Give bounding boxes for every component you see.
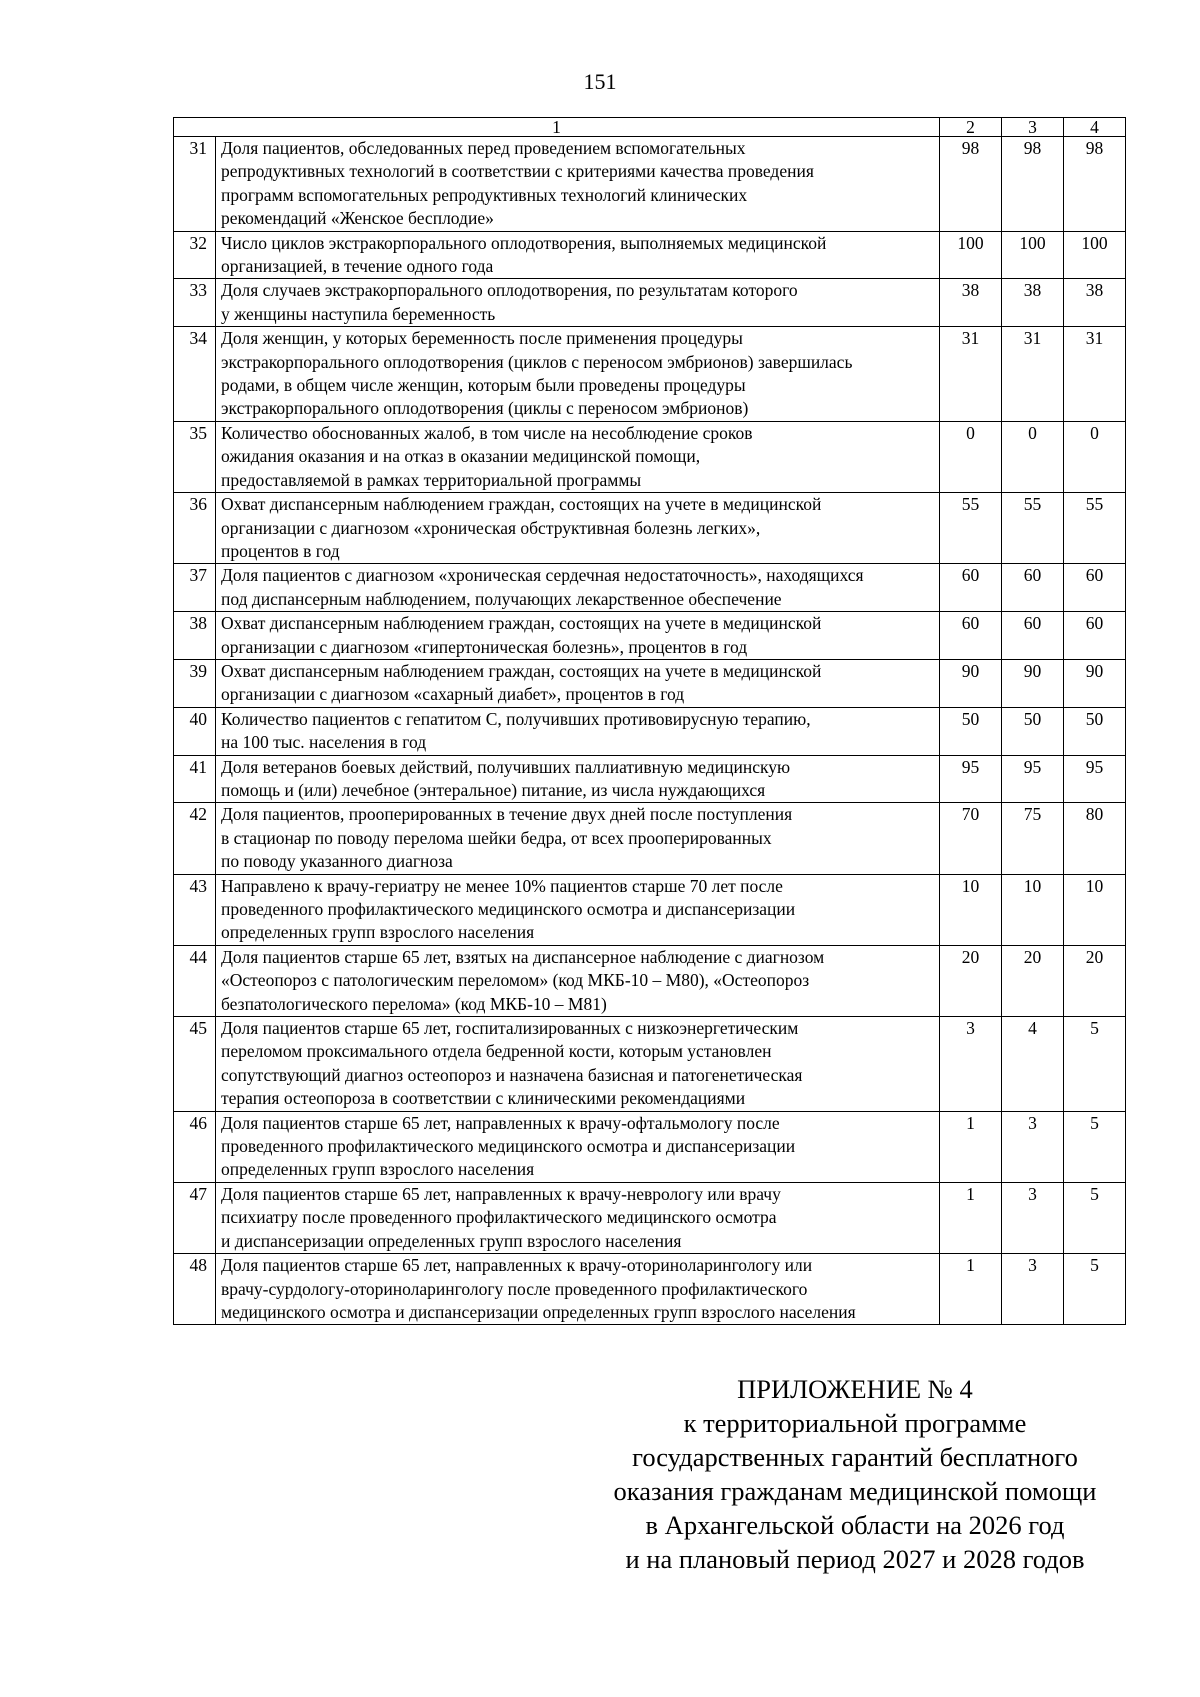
- indicator-text-line: организацией, в течение одного года: [221, 256, 494, 277]
- value-2028: 60: [1064, 612, 1126, 660]
- indicator-text: [216, 327, 940, 422]
- indicator-text-line: экстракорпорального оплодотворения (циклов с переносом эмбрионов) завершилась: [221, 351, 853, 372]
- indicator-text-line: определенных групп взрослого населения: [221, 922, 535, 943]
- indicator-text-line: и диспансеризации определенных групп взрослого населения: [221, 1230, 682, 1251]
- value-2026: 90: [940, 659, 1002, 707]
- value-2028: 80: [1064, 803, 1126, 874]
- value-2026: 100: [940, 231, 1002, 279]
- table-row: [174, 137, 1126, 232]
- table-row: [174, 279, 1126, 327]
- value-2028: 90: [1064, 659, 1126, 707]
- indicator-text: [216, 755, 940, 803]
- value-2028: 10: [1064, 874, 1126, 945]
- table-header-row: [174, 118, 1126, 137]
- indicator-text: [216, 612, 940, 660]
- row-number: 47: [174, 1182, 216, 1253]
- indicator-text-line: безпатологического перелома» (код МКБ-10 – M81): [221, 993, 607, 1014]
- value-2026: 3: [940, 1017, 1002, 1112]
- row-number: 48: [174, 1254, 216, 1325]
- value-2027: 90: [1002, 659, 1064, 707]
- indicator-text-line: переломом проксимального отдела бедренной кости, которым установлен: [221, 1041, 772, 1062]
- value-2027: 98: [1002, 137, 1064, 232]
- appendix-line: в Архангельской области на 2026 год: [645, 1510, 1065, 1540]
- value-2026: 98: [940, 137, 1002, 232]
- indicator-text: [216, 707, 940, 755]
- indicator-text: [216, 421, 940, 492]
- indicator-text-line: определенных групп взрослого населения: [221, 1159, 535, 1180]
- indicator-text-line: Доля пациентов старше 65 лет, направленных к врачу-офтальмологу после: [221, 1112, 780, 1133]
- indicator-text-line: организации с диагнозом «гипертоническая болезнь», процентов в год: [221, 636, 748, 657]
- table-row: [174, 493, 1126, 564]
- indicator-text-line: терапия остеопороза в соответствии с клиническими рекомендациями: [221, 1088, 746, 1109]
- indicator-text-line: Доля случаев экстракорпорального оплодотворения, по результатам которого: [221, 280, 798, 301]
- indicator-text: [216, 231, 940, 279]
- appendix-line: к территориальной программе: [683, 1408, 1027, 1438]
- table-row: [174, 945, 1126, 1016]
- value-2026: 50: [940, 707, 1002, 755]
- appendix-line: государственных гарантий бесплатного: [632, 1442, 1078, 1472]
- value-2028: 0: [1064, 421, 1126, 492]
- indicator-text: [216, 1017, 940, 1112]
- row-number: 32: [174, 231, 216, 279]
- indicator-text-line: ожидания оказания и на отказ в оказании медицинской помощи,: [221, 446, 701, 467]
- value-2027: 3: [1002, 1254, 1064, 1325]
- value-2028: 5: [1064, 1182, 1126, 1253]
- row-number: 46: [174, 1111, 216, 1182]
- indicator-text-line: сопутствующий диагноз остеопороз и назначена базисная и патогенетическая: [221, 1064, 803, 1085]
- value-2028: 5: [1064, 1111, 1126, 1182]
- column-header-4: 4: [1064, 118, 1126, 137]
- indicators-table: [173, 117, 1126, 1325]
- row-number: 39: [174, 659, 216, 707]
- appendix-caption: [555, 1372, 1155, 1576]
- value-2028: 60: [1064, 564, 1126, 612]
- appendix-title: ПРИЛОЖЕНИЕ № 4: [737, 1374, 973, 1404]
- indicator-text: [216, 874, 940, 945]
- value-2028: 100: [1064, 231, 1126, 279]
- indicator-text: [216, 137, 940, 232]
- value-2026: 0: [940, 421, 1002, 492]
- value-2026: 1: [940, 1254, 1002, 1325]
- value-2026: 60: [940, 612, 1002, 660]
- indicator-text-line: Охват диспансерным наблюдением граждан, состоящих на учете в медицинской: [221, 613, 822, 634]
- indicator-text-line: Доля пациентов с диагнозом «хроническая сердечная недостаточность», находящихся: [221, 565, 864, 586]
- indicator-text-line: Охват диспансерным наблюдением граждан, состоящих на учете в медицинской: [221, 660, 822, 681]
- table-row: [174, 1111, 1126, 1182]
- indicator-text-line: в стационар по поводу перелома шейки бедра, от всех прооперированных: [221, 827, 772, 848]
- indicator-text-line: Доля пациентов, обследованных перед проведением вспомогательных: [221, 138, 746, 158]
- indicator-text-line: Количество пациентов с гепатитом С, получивших противовирусную терапию,: [221, 708, 811, 729]
- indicator-text-line: под диспансерным наблюдением, получающих лекарственное обеспечение: [221, 588, 782, 609]
- indicator-text-line: Доля женщин, у которых беременность после применения процедуры: [221, 328, 743, 349]
- value-2027: 55: [1002, 493, 1064, 564]
- value-2026: 95: [940, 755, 1002, 803]
- value-2027: 10: [1002, 874, 1064, 945]
- value-2028: 95: [1064, 755, 1126, 803]
- value-2026: 20: [940, 945, 1002, 1016]
- indicator-text: [216, 1182, 940, 1253]
- row-number: 42: [174, 803, 216, 874]
- value-2027: 95: [1002, 755, 1064, 803]
- indicator-text-line: Охват диспансерным наблюдением граждан, состоящих на учете в медицинской: [221, 494, 822, 515]
- indicator-text-line: Направлено к врачу-гериатру не менее 10% пациентов старше 70 лет после: [221, 875, 783, 896]
- indicator-text-line: Доля ветеранов боевых действий, получивших паллиативную медицинскую: [221, 756, 791, 777]
- table-row: [174, 421, 1126, 492]
- table-row: [174, 1017, 1126, 1112]
- indicator-text-line: предоставляемой в рамках территориальной программы: [221, 469, 642, 490]
- indicator-text-line: проведенного профилактического медицинского осмотра и диспансеризации: [221, 899, 796, 919]
- indicator-text: [216, 1254, 940, 1325]
- indicator-text: [216, 659, 940, 707]
- indicator-text-line: процентов в год: [221, 540, 340, 561]
- value-2027: 4: [1002, 1017, 1064, 1112]
- row-number: 41: [174, 755, 216, 803]
- value-2026: 60: [940, 564, 1002, 612]
- value-2026: 1: [940, 1182, 1002, 1253]
- value-2027: 60: [1002, 612, 1064, 660]
- table-row: [174, 231, 1126, 279]
- row-number: 33: [174, 279, 216, 327]
- column-header-3: 3: [1002, 118, 1064, 137]
- table-row: [174, 755, 1126, 803]
- value-2028: 20: [1064, 945, 1126, 1016]
- table-row: [174, 1182, 1126, 1253]
- indicator-text: [216, 493, 940, 564]
- indicator-text-line: организации с диагнозом «сахарный диабет», процентов в год: [221, 684, 685, 705]
- row-number: 31: [174, 137, 216, 232]
- indicator-text-line: проведенного профилактического медицинского осмотра и диспансеризации: [221, 1136, 796, 1157]
- indicator-text-line: помощь и (или) лечебное (энтеральное) питание, из числа нуждающихся: [221, 779, 766, 800]
- row-number: 45: [174, 1017, 216, 1112]
- value-2028: 5: [1064, 1254, 1126, 1325]
- indicator-text-line: Доля пациентов старше 65 лет, взятых на диспансерное наблюдение с диагнозом: [221, 946, 825, 967]
- value-2028: 55: [1064, 493, 1126, 564]
- value-2026: 10: [940, 874, 1002, 945]
- indicator-text-line: медицинского осмотра и диспансеризации определенных групп взрослого населения: [221, 1301, 856, 1322]
- indicator-text-line: экстракорпорального оплодотворения (циклы с переносом эмбрионов): [221, 398, 749, 419]
- indicator-text-line: Доля пациентов старше 65 лет, направленных к врачу-оториноларингологу или: [221, 1255, 813, 1276]
- indicator-text-line: рекомендаций «Женское бесплодие»: [221, 208, 494, 229]
- row-number: 43: [174, 874, 216, 945]
- table-row: [174, 707, 1126, 755]
- appendix-line: оказания гражданам медицинской помощи: [613, 1476, 1097, 1506]
- value-2027: 50: [1002, 707, 1064, 755]
- row-number: 36: [174, 493, 216, 564]
- indicator-text-line: родами, в общем числе женщин, которым были проведены процедуры: [221, 375, 746, 396]
- value-2026: 55: [940, 493, 1002, 564]
- value-2028: 98: [1064, 137, 1126, 232]
- table-row: [174, 327, 1126, 422]
- indicator-text-line: репродуктивных технологий в соответствии с критериями качества проведения: [221, 161, 814, 182]
- row-number: 37: [174, 564, 216, 612]
- indicator-text-line: Доля пациентов старше 65 лет, госпитализированных с низкоэнергетическим: [221, 1018, 799, 1039]
- value-2027: 20: [1002, 945, 1064, 1016]
- value-2027: 3: [1002, 1182, 1064, 1253]
- indicator-text-line: на 100 тыс. населения в год: [221, 732, 427, 753]
- value-2026: 38: [940, 279, 1002, 327]
- appendix-line: и на плановый период 2027 и 2028 годов: [625, 1544, 1085, 1574]
- table-row: [174, 659, 1126, 707]
- indicator-text-line: Число циклов экстракорпорального оплодотворения, выполняемых медицинской: [221, 232, 827, 253]
- row-number: 35: [174, 421, 216, 492]
- indicator-text: [216, 803, 940, 874]
- table-row: [174, 1254, 1126, 1325]
- row-number: 34: [174, 327, 216, 422]
- indicator-text-line: психиатру после проведенного профилактического медицинского осмотра: [221, 1207, 777, 1228]
- value-2028: 31: [1064, 327, 1126, 422]
- indicator-text-line: Доля пациентов старше 65 лет, направленных к врачу-неврологу или врачу: [221, 1183, 781, 1204]
- value-2027: 38: [1002, 279, 1064, 327]
- indicator-text-line: у женщины наступила беременность: [221, 303, 496, 324]
- value-2026: 70: [940, 803, 1002, 874]
- indicator-text: [216, 564, 940, 612]
- indicator-text: [216, 279, 940, 327]
- value-2028: 50: [1064, 707, 1126, 755]
- value-2028: 38: [1064, 279, 1126, 327]
- table-row: [174, 612, 1126, 660]
- column-header-1: 1: [174, 118, 940, 137]
- indicator-text-line: врачу-сурдологу-оториноларингологу после проведенного профилактического: [221, 1278, 808, 1299]
- indicator-text-line: программ вспомогательных репродуктивных технологий клинических: [221, 184, 748, 205]
- row-number: 38: [174, 612, 216, 660]
- indicator-text-line: «Остеопороз с патологическим переломом» (код МКБ-10 – M80), «Остеопороз: [221, 970, 810, 991]
- value-2027: 3: [1002, 1111, 1064, 1182]
- indicator-text: [216, 1111, 940, 1182]
- indicator-text-line: Доля пациентов, прооперированных в течение двух дней после поступления: [221, 804, 793, 825]
- page-number: 151: [583, 69, 617, 94]
- value-2027: 75: [1002, 803, 1064, 874]
- row-number: 44: [174, 945, 216, 1016]
- value-2026: 31: [940, 327, 1002, 422]
- value-2027: 60: [1002, 564, 1064, 612]
- value-2028: 5: [1064, 1017, 1126, 1112]
- indicator-text-line: Количество обоснованных жалоб, в том числе на несоблюдение сроков: [221, 422, 753, 443]
- value-2027: 31: [1002, 327, 1064, 422]
- indicator-text: [216, 945, 940, 1016]
- column-header-2: 2: [940, 118, 1002, 137]
- table-row: [174, 874, 1126, 945]
- value-2027: 0: [1002, 421, 1064, 492]
- table-row: [174, 564, 1126, 612]
- value-2027: 100: [1002, 231, 1064, 279]
- value-2026: 1: [940, 1111, 1002, 1182]
- row-number: 40: [174, 707, 216, 755]
- indicator-text-line: организации с диагнозом «хроническая обструктивная болезнь легких»,: [221, 517, 761, 538]
- indicator-text-line: по поводу указанного диагноза: [221, 851, 453, 872]
- table-row: [174, 803, 1126, 874]
